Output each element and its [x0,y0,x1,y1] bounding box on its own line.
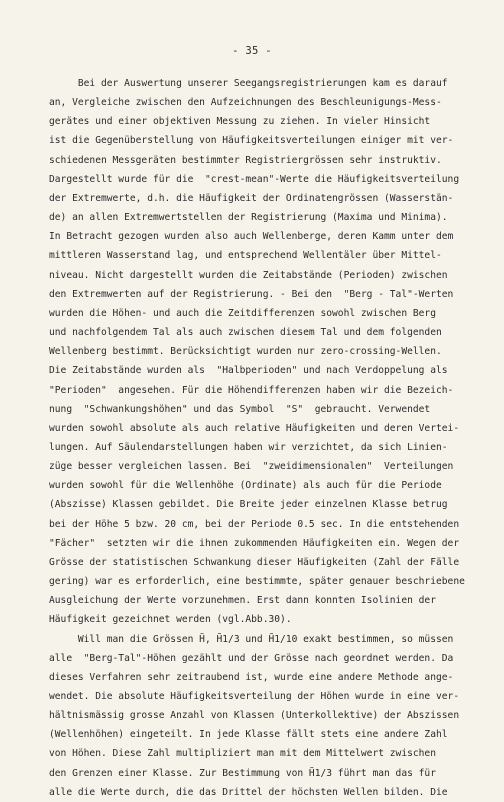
text-line: dieses Verfahren sehr zeitraubend ist, wurde eine andere Methode ange- [49,671,454,683]
text-line: Bei der Auswertung unserer Seegangsregistrierungen kam es darauf [49,78,448,89]
text-line: lungen. Auf Säulendarstellungen haben wir verzichtet, da sich Linien- [49,441,448,453]
text-line: bei der Höhe 5 bzw. 20 cm, bei der Periode 0.5 sec. In die entstehenden [49,518,460,530]
text-line: und nachfolgendem Tal als auch zwischen diesem Tal und dem folgenden [49,327,442,339]
text-line: Will man die Grössen H̃, H̃1/3 und H̃1/10 exakt bestimmen, so müssen [49,633,454,645]
text-line: "Fächer" setzten wir die ihnen zukommenden Häufigkeiten ein. Wegen der [49,537,460,549]
text-line: Ausgleichung der Werte vorzunehmen. Erst dann konnten Isolinien der [49,595,436,607]
text-line: In Betracht gezogen wurden also auch Wellenberge, deren Kamm unter dem [49,231,454,243]
text-line: mittleren Wasserstand lag, und entsprechend Wellentäler über Mittel- [49,250,442,262]
text-line: gering) war es erforderlich, eine bestimmte, später genauer beschriebene [49,576,465,588]
text-line: de) an allen Extremwertstellen der Registrierung (Maxima und Minima). [49,212,448,224]
text-line: wurden sowohl absolute als auch relative Häufigkeiten und deren Vertei- [49,422,460,434]
text-line: schiedenen Messgeräten bestimmter Registriergrössen sehr instruktiv. [49,154,442,166]
text-line: (Wellenhöhen) eingeteilt. In jede Klasse fällt stets eine andere Zahl [49,729,448,741]
text-line: ist die Gegenüberstellung von Häufigkeitsverteilungen einiger mit ver- [49,135,454,147]
text-line: von Höhen. Diese Zahl multipliziert man mit dem Mittelwert zwischen [49,748,436,760]
text-line: Häufigkeit gezeichnet werden (vgl.Abb.30). [49,614,292,626]
text-line: wendet. Die absolute Häufigkeitsverteilung der Höhen wurde in eine ver- [49,691,460,702]
body-text [49,74,465,802]
text-line: wurden die Höhen- und auch die Zeitdifferenzen sowohl zwischen Berg [49,307,436,319]
text-line: Grösse der statistischen Schwankung dieser Häufigkeiten (Zahl der Fälle [49,556,460,568]
text-line: züge besser vergleichen lassen. Bei "zweidimensionalen" Verteilungen [49,461,454,473]
text-line: alle "Berg-Tal"-Höhen gezählt und der Grösse nach geordnet werden. Da [49,652,454,664]
text-line: an, Vergleiche zwischen den Aufzeichnungen des Beschleunigungs-Mess- [49,97,442,109]
text-line: gerätes und einer objektiven Messung zu ziehen. In vieler Hinsicht [49,116,431,128]
text-line: den Extremwerten auf der Registrierung. - Bei den "Berg - Tal"-Werten [49,288,454,300]
text-line: wurden sowohl für die Wellenhöhe (Ordinate) als auch für die Periode [49,480,442,492]
page-number: - 35 - [232,45,272,57]
text-line: "Perioden" angesehen. Für die Höhendifferenzen haben wir die Bezeich- [49,384,454,396]
text-line: hältnismässig grosse Anzahl von Klassen (Unterkollektive) der Abszissen [49,710,460,722]
text-line: Die Zeitabstände wurden als "Halbperioden" und nach Verdoppelung als [49,365,448,377]
text-line: Wellenberg bestimmt. Berücksichtigt wurden nur zero-crossing-Wellen. [49,346,442,358]
text-line: den Grenzen einer Klasse. Zur Bestimmung von H̃1/3 führt man das für [49,767,436,779]
text-line: alle die Werte durch, die das Drittel der höchsten Wellen bilden. Die [49,786,448,798]
text-line: niveau. Nicht dargestellt wurden die Zeitabstände (Perioden) zwischen [49,269,448,281]
text-line: (Abszisse) Klassen gebildet. Die Breite jeder einzelnen Klasse betrug [49,499,448,511]
text-line: nung "Schwankungshöhen" und das Symbol "S" gebraucht. Verwendet [49,403,431,415]
text-line: der Extremwerte, d.h. die Häufigkeit der Ordinatengrössen (Wasserstän- [49,192,454,204]
text-line: Dargestellt wurde für die "crest-mean"-Werte die Häufigkeitsverteilung [49,173,460,185]
